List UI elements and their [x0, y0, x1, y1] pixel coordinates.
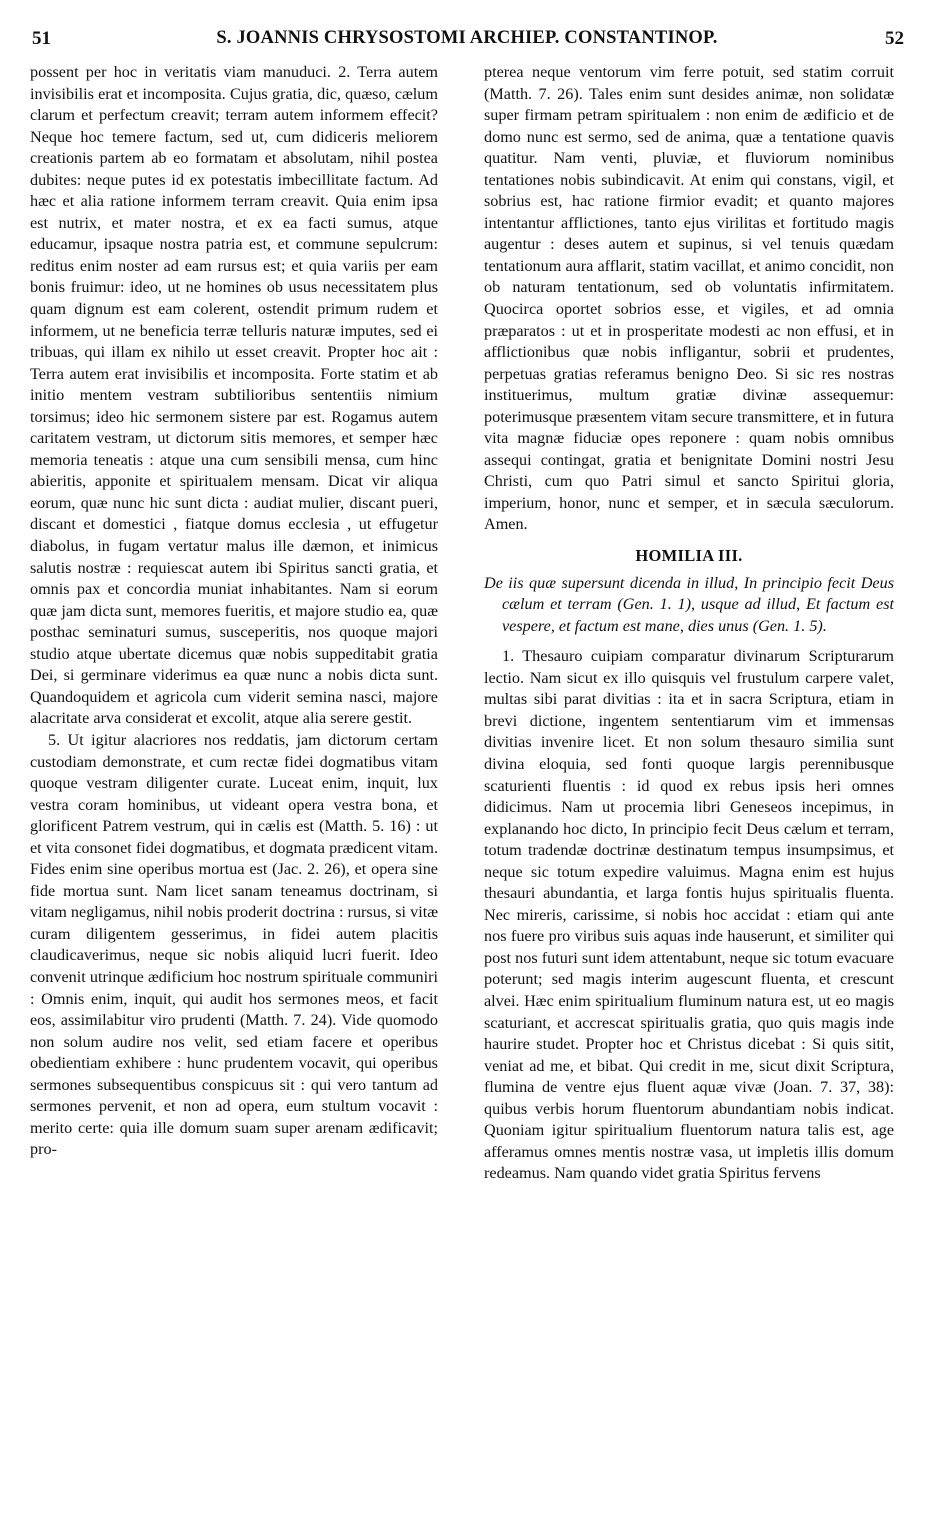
page-number-right: 52: [885, 28, 904, 49]
running-header: [0, 28, 934, 58]
paragraph-section-5: 5. Ut igitur alacriores nos reddatis, jam dictorum certam custodiam demonstrate, et cum rectæ fidei dogmatibus vitam quoque vestram diligenter curate. Luceat enim, inquit, lux vestra coram hominibus, ut videant opera vestra bona, et glorificent Patrem vestrum, qui in cælis est (Matth. 5. 16) : ut et vita consonet fidei dogmatibus, et dogmata prædicent vitam. Fides enim sine operibus mortua est (Jac. 2. 26), et opera sine fide mortua sunt. Nam licet sanam teneamus doctrinam, si vitam negligamus, nihil nobis proderit doctrina : rursus, si vitæ curam diligentem gesserimus, in fidei autem placitis claudicaverimus, neque sic nobis aliquid lucri fuerit. Ideo convenit utrinque ædificium hoc nostrum spirituale communiri : Omnis enim, inquit, qui audit hos sermones meos, et facit eos, assimilabitur viro prudenti (Matth. 7. 24). Vide quomodo non solum audire nos velit, sed etiam facere et operibus obedientiam exhibere : hunc prudentem vocavit, qui operibus sermones subsequentibus conspicuus sit : qui vero tantum ad sermones pervenit, et non ad opera, eum stultum vocavit : merito certe: quia ille domum suam super arenam ædificavit; pro-: [30, 730, 438, 1159]
paragraph-continuation: pterea neque ventorum vim ferre potuit, sed statim corruit (Matth. 7. 26). Tales enim sunt desides animæ, non solidatæ super firmam petram spiritualem : non enim de ædificio et de domo nunc est sermo, sed de anima, quæ a tentatione quavis quatitur. Nam venti, pluviæ, et fluviorum nominibus tentationes nobis subindicavit. At enim qui constans, vigil, et sobrius est, hac ratione firmior evadit; et quanto majores intentantur afflictiones, tanto ejus virilitas et fortitudo magis augentur : deses autem et supinus, si vel tenuis quædam tentationum aura afflarit, statim vacillat, et animo concidit, non ob naturam tentationum, sed ob voluntatis infirmitatem. Quocirca oportet sobrios esse, et vigiles, et ad omnia præparatos : ut et in prosperitate modesti ac non effusi, et in afflictionibus quæ nobis infligantur, sobrii et prudentes, perpetuas gratias referamus benigno Deo. Si sic res nostras instituerimus, multum gratiæ divinæ assequemur: poterimusque præsentem vitam secure transmittere, et in futura vita magnæ fiduciæ opes reponere : quam nobis omnibus assequi contingat, gratia et benignitate Domini nostri Jesu Christi, cum quo Patri simul et sancto Spiritui gloria, imperium, honor, nunc et semper, et in sæcula sæculorum. Amen.: [484, 63, 894, 534]
running-title: S. JOANNIS CHRYSOSTOMI ARCHIEP. CONSTANTINOP.: [216, 28, 718, 48]
page-number-left: 51: [32, 28, 51, 49]
paragraph-continued: possent per hoc in veritatis viam manuduci. 2. Terra autem invisibilis erat et incomposita. Cujus gratia, dic, quæso, cælum clarum et perfectum creavit; terram autem informem effecit? Neque hoc temere factum, sed ut, cum didiceris meliorem creationis partem ab eo formatam et absolutam, nihil postea dubites: neque putes id ex potestatis imbecillitate factum. Ad hæc et alia ratione informem terram creavit. Quia enim ipsa est nutrix, et mater nostra, et ex ea facti sumus, atque educamur, ipsaque nostra patria est, et commune sepulcrum: reditus enim noster ad eam rursus est; et quia variis per eam bonis fruimur: ideo, ut ne homines ob usus necessitatem plus quam dignum est eam colerent, ostendit primum rudem et informem, ut ne beneficia terræ telluris naturæ imputes, sed ei tribuas, qui illam ex nihilo ut esset creavit. Propter hoc ait : Terra autem erat invisibilis et incomposita. Forte statim et ab initio mentem vestram subtilioribus sententiis nimium torsimus; ideo hic sermonem sistere par est. Rogamus autem caritatem vestram, ut dictorum sitis memores, et semper hæc memoria teneatis : atque una cum sensibili mensa, cum hinc abieritis, apponite et spiritualem mensam. Dicat vir aliqua eorum, quæ nunc hic sunt dicta : audiat mulier, discant pueri, discant et domestici , fiatque domus ecclesia , ut effugetur diabolus, in fugam vertatur malus ille dæmon, et inimicus salutis nostræ : requiescat autem ibi Spiritus sancti gratia, et omnis pax et concordia muniat inhabitantes. Nam si eorum quæ jam dicta sunt, memores fueritis, et majore studio ea, quæ posthac seminaturi sumus, susceperitis, nos quoque majori studio atque ubertate dicemus quæ nobis suppeditabit gratia Dei, si germinare viderimus ea quæ nunc a nobis dicta sunt. Quandoquidem et agricola cum viderit semina nasci, majore alacritate arva considerat et excolit, atque alia serere gestit.: [30, 63, 438, 728]
homily-argument: De iis quæ supersunt dicenda in illud, In principio fecit Deus cælum et terram (Gen. 1. 1), usque ad illud, Et factum est vespere, et factum est mane, dies unus (Gen. 1. 5).: [484, 573, 894, 635]
right-column: [484, 62, 894, 1185]
homily-heading: HOMILIA III.: [635, 546, 743, 566]
left-column: [30, 62, 438, 1161]
paragraph-section-1: 1. Thesauro cuipiam comparatur divinarum Scripturarum lectio. Nam sicut ex illo quisquis vel frustulum carpere valet, multas sibi parat divitias : ita et in sacra Scriptura, etiam in brevi dictione, ingentem sententiarum vim et immensas divitias invenire licet. Et non solum thesauro similia sunt divina eloquia, sed fonti quoque largis perennibusque scaturienti fluentis : id quod ex rebus ipsis heri omnes didicimus. Nam ut procemia libri Geneseos incepimus, in explanando hoc dicto, In principio fecit Deus cælum et terram, totum tradendæ doctrinæ destinatum tempus insumpsimus, et neque sic totum expedire valuimus. Magna enim est hujus thesauri abundantia, et larga fontis hujus spiritualis fluenta. Nec mireris, carissime, si nobis hoc accidat : etiam qui ante nos fuere pro viribus suis aquas inde hauserunt, et similiter qui post nos futuri sunt idem attentabunt, neque sic totum evacuare poterunt; sed magis interim augescunt fluenta, et crescunt alvei. Hæc enim spiritualium fluminum natura est, ut eo magis scaturiant, et accrescat spiritualis gratia, quo quis magis inde haurire studet. Propter hoc et Christus dicebat : Si quis sitit, veniat ad me, et bibat. Qui credit in me, sicut dixit Scriptura, flumina de ventre ejus fluent aquæ vivæ (Joan. 7. 37, 38): quibus verbis horum fluentorum abundantiam nobis indicat. Quoniam igitur spiritualium fluentorum natura talis est, age afferamus omnes mentis nostræ vasa, ut impletis illis domum redeamus. Nam quando videt gratia Spiritus fervens: [484, 647, 894, 1183]
